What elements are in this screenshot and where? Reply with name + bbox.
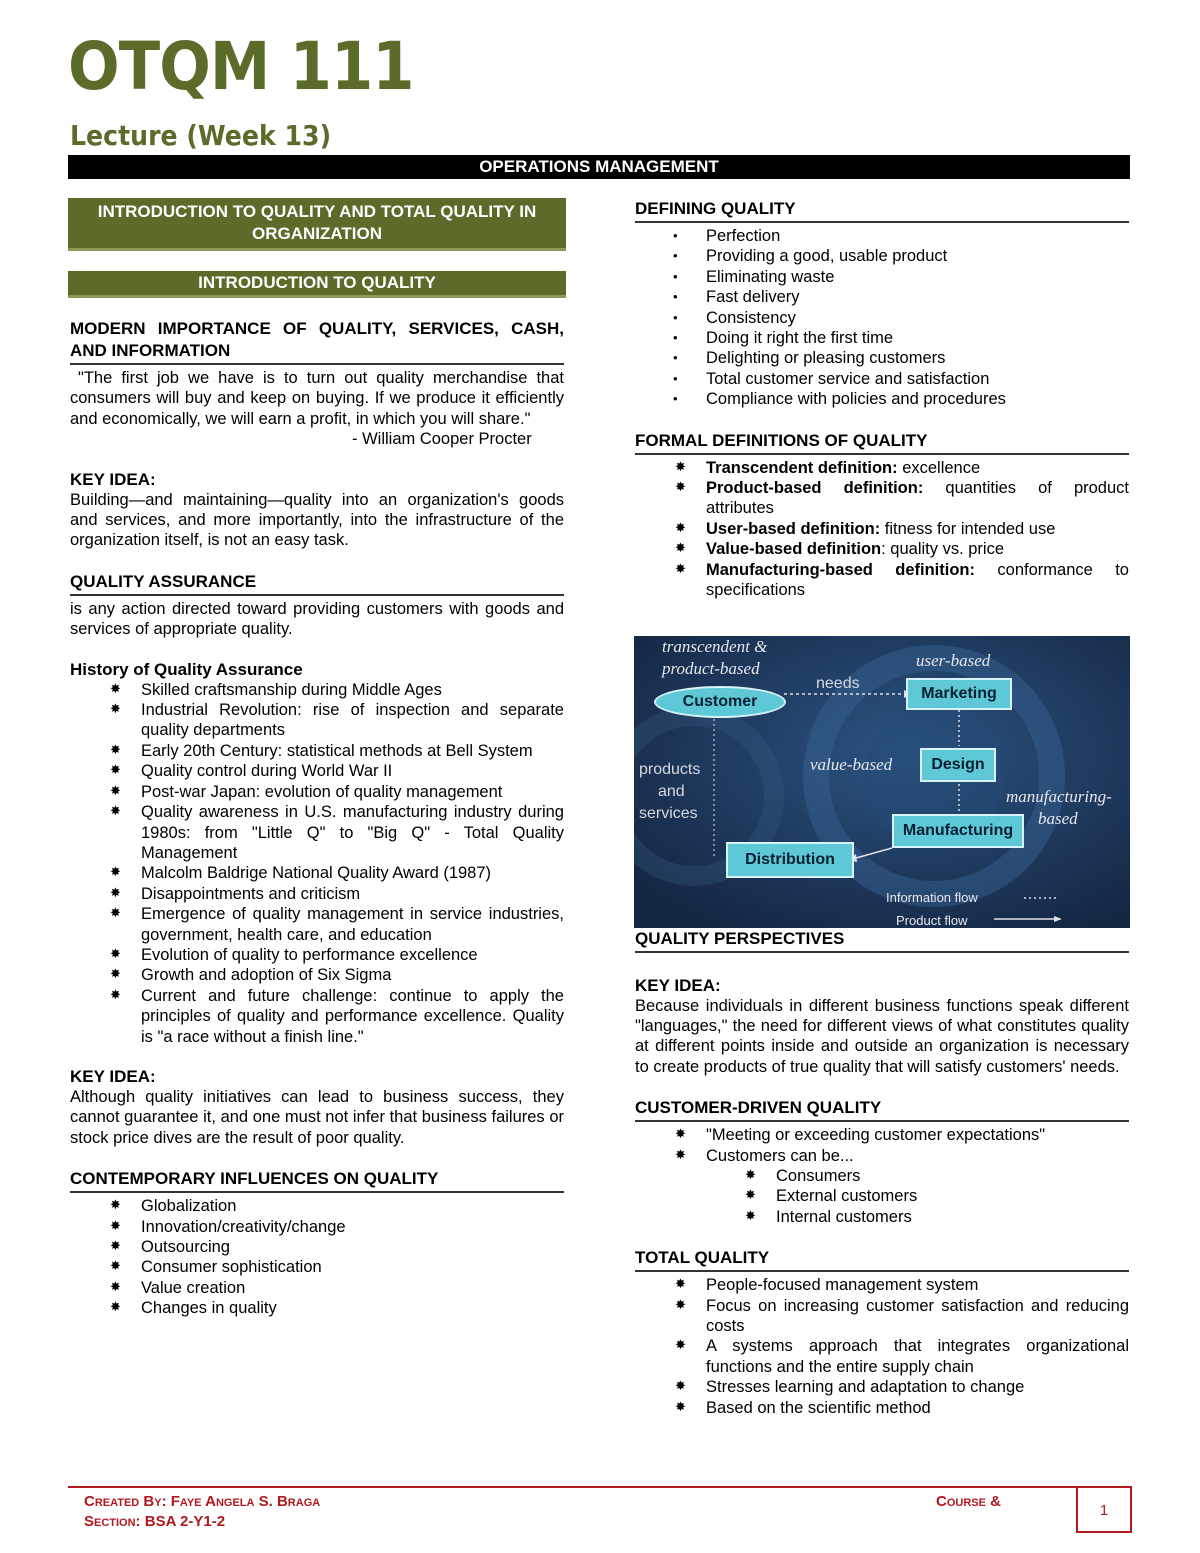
list-item: ✸ Customers can be... bbox=[675, 1146, 1129, 1166]
definition-text: quantities of product attributes bbox=[706, 479, 1129, 518]
list-item: • Fast delivery bbox=[673, 287, 1129, 307]
list-item: ✸ Based on the scientific method bbox=[675, 1398, 1129, 1418]
customer-driven-list bbox=[675, 1125, 1129, 1166]
left-column bbox=[70, 198, 564, 1319]
list-item: ✸ Current and future challenge: continue to apply the principles of quality and performance excellence. Quality is "a race without a finish line." bbox=[110, 986, 564, 1047]
definition-text: : quality vs. price bbox=[881, 540, 1005, 559]
list-item: ✸ Focus on increasing customer satisfaction and reducing costs bbox=[675, 1296, 1129, 1337]
definition-text: excellence bbox=[897, 458, 981, 477]
value-based-label: value-based bbox=[810, 754, 893, 774]
list-item bbox=[675, 539, 1129, 559]
and-label: and bbox=[658, 782, 685, 800]
key-idea-text: Although quality initiatives can lead to business success, they cannot guarantee it, and one must not infer that business failures or stock price dives are the result of poor quality. bbox=[70, 1087, 564, 1147]
contemporary-influences-heading: CONTEMPORARY INFLUENCES ON QUALITY bbox=[70, 1168, 564, 1193]
definition-text: fitness for intended use bbox=[880, 519, 1056, 538]
manufacturing-based-label: manufacturing- bbox=[1006, 786, 1112, 806]
quality-perspectives-heading: QUALITY PERSPECTIVES bbox=[635, 928, 1129, 953]
page-number: 1 bbox=[1076, 1486, 1132, 1533]
modern-importance-heading: MODERN IMPORTANCE OF QUALITY, SERVICES, CASH, AND INFORMATION bbox=[70, 318, 564, 365]
created-by-name: Faye Angela S. Braga bbox=[170, 1493, 321, 1510]
course-label: Course & bbox=[936, 1493, 1001, 1510]
list-item: • Delighting or pleasing customers bbox=[673, 348, 1129, 368]
list-item: ✸ Industrial Revolution: rise of inspection and separate quality departments bbox=[110, 700, 564, 741]
list-item: ✸ "Meeting or exceeding customer expectations" bbox=[675, 1125, 1129, 1145]
formal-definitions-list bbox=[675, 458, 1129, 601]
list-item: • Compliance with policies and procedures bbox=[673, 389, 1129, 409]
key-idea-label: KEY IDEA: bbox=[635, 975, 721, 995]
list-item: ✸ Early 20th Century: statistical methods at Bell System bbox=[110, 741, 564, 761]
course-code-title: OTQM 111 bbox=[68, 28, 414, 105]
information-flow-legend: Information flow bbox=[886, 889, 978, 905]
procter-quote: "The first job we have is to turn out quality merchandise that consumers will buy and keep on buying. If we produce it efficiently and economically, we will earn a profit, in which you will share." bbox=[70, 369, 564, 428]
list-item: ✸ Growth and adoption of Six Sigma bbox=[110, 965, 564, 985]
customer-driven-heading: CUSTOMER-DRIVEN QUALITY bbox=[635, 1097, 1129, 1122]
footer-credits bbox=[84, 1492, 320, 1532]
transcendent-label: transcendent & bbox=[662, 636, 768, 656]
section-label: Section: bbox=[84, 1513, 145, 1530]
product-based-label: product-based bbox=[662, 658, 760, 678]
definition-term: Manufacturing-based definition: bbox=[706, 560, 975, 579]
needs-label: needs bbox=[816, 674, 860, 692]
quality-assurance-heading: QUALITY ASSURANCE bbox=[70, 571, 564, 596]
defining-quality-list bbox=[673, 226, 1129, 410]
list-item: ✸ Innovation/creativity/change bbox=[110, 1217, 564, 1237]
manufacturing-based-label-2: based bbox=[1038, 808, 1078, 828]
total-quality-heading: TOTAL QUALITY bbox=[635, 1247, 1129, 1272]
definition-term: Value-based definition bbox=[706, 540, 882, 559]
list-item: ✸ Emergence of quality management in service industries, government, health care, and education bbox=[110, 904, 564, 945]
quality-perspectives-diagram bbox=[634, 636, 1130, 928]
list-item: ✸ People-focused management system bbox=[675, 1275, 1129, 1295]
list-item bbox=[675, 478, 1129, 519]
definition-term: User-based definition: bbox=[706, 519, 881, 538]
list-item: ✸ Quality control during World War II bbox=[110, 761, 564, 781]
list-item bbox=[675, 458, 1129, 478]
list-item: • Perfection bbox=[673, 226, 1129, 246]
list-item: ✸ Consumers bbox=[745, 1166, 1129, 1186]
sub-heading: INTRODUCTION TO QUALITY bbox=[68, 271, 566, 298]
definition-term: Product-based definition: bbox=[706, 479, 924, 498]
marketing-node: Marketing bbox=[906, 678, 1012, 710]
list-item bbox=[675, 560, 1129, 601]
key-idea-label: KEY IDEA: bbox=[70, 469, 156, 489]
list-item: ✸ Skilled craftsmanship during Middle Ages bbox=[110, 680, 564, 700]
design-node: Design bbox=[920, 748, 996, 782]
history-heading: History of Quality Assurance bbox=[70, 659, 303, 679]
user-based-label: user-based bbox=[916, 650, 991, 670]
list-item: ✸ Value creation bbox=[110, 1278, 564, 1298]
influences-list bbox=[110, 1196, 564, 1318]
list-item: ✸ A systems approach that integrates organizational functions and the entire supply chain bbox=[675, 1336, 1129, 1377]
list-item: ✸ Disappointments and criticism bbox=[110, 884, 564, 904]
created-by-line bbox=[84, 1492, 320, 1512]
formal-definitions-heading: FORMAL DEFINITIONS OF QUALITY bbox=[635, 430, 1129, 455]
right-column bbox=[635, 198, 1129, 1418]
history-list bbox=[110, 680, 564, 1047]
list-item: ✸ Globalization bbox=[110, 1196, 564, 1216]
created-by-label: Created By: bbox=[84, 1493, 171, 1510]
list-item: • Consistency bbox=[673, 308, 1129, 328]
section-line bbox=[84, 1512, 320, 1532]
definition-term: Transcendent definition: bbox=[706, 458, 898, 477]
list-item: ✸ Internal customers bbox=[745, 1207, 1129, 1227]
list-item: • Total customer service and satisfaction bbox=[673, 369, 1129, 389]
key-idea-text: Building—and maintaining—quality into an organization's goods and services, and more importantly, into the infrastructure of the organization itself, is not an easy task. bbox=[70, 490, 564, 550]
products-label: products bbox=[639, 760, 701, 778]
footer-divider bbox=[68, 1486, 1078, 1488]
product-flow-legend: Product flow bbox=[896, 912, 968, 928]
key-idea-text: Because individuals in different business functions speak different "languages," the need for different views of what constitutes quality at different points inside and outside an organization is necessary to create products of true quality that will satisfy customers' needs. bbox=[635, 996, 1129, 1076]
total-quality-list bbox=[675, 1275, 1129, 1418]
distribution-node: Distribution bbox=[726, 842, 854, 878]
list-item bbox=[675, 519, 1129, 539]
list-item: ✸ Outsourcing bbox=[110, 1237, 564, 1257]
list-item: • Eliminating waste bbox=[673, 267, 1129, 287]
list-item: • Providing a good, usable product bbox=[673, 246, 1129, 266]
list-item: ✸ Stresses learning and adaptation to change bbox=[675, 1377, 1129, 1397]
customer-node: Customer bbox=[654, 686, 786, 718]
services-label: services bbox=[639, 804, 698, 822]
lecture-subtitle: Lecture (Week 13) bbox=[70, 119, 332, 152]
section-value: BSA 2-Y1-2 bbox=[144, 1513, 226, 1530]
key-idea-label: KEY IDEA: bbox=[70, 1066, 156, 1086]
list-item: ✸ Consumer sophistication bbox=[110, 1257, 564, 1277]
quality-assurance-text: is any action directed toward providing customers with goods and services of appropriate quality. bbox=[70, 599, 564, 639]
list-item: ✸ Quality awareness in U.S. manufacturing industry during 1980s: from "Little Q" to "Big Q" - Total Quality Management bbox=[110, 802, 564, 863]
list-item: ✸ Post-war Japan: evolution of quality management bbox=[110, 782, 564, 802]
defining-quality-heading: DEFINING QUALITY bbox=[635, 198, 1129, 223]
list-item: ✸ Changes in quality bbox=[110, 1298, 564, 1318]
customer-types-list bbox=[745, 1166, 1129, 1227]
list-item: ✸ External customers bbox=[745, 1186, 1129, 1206]
list-item: • Doing it right the first time bbox=[673, 328, 1129, 348]
subject-bar: OPERATIONS MANAGEMENT bbox=[68, 155, 1130, 179]
main-heading: INTRODUCTION TO QUALITY AND TOTAL QUALITY IN ORGANIZATION bbox=[68, 198, 566, 251]
quote-author: - William Cooper Procter bbox=[352, 430, 532, 449]
list-item: ✸ Evolution of quality to performance excellence bbox=[110, 945, 564, 965]
list-item: ✸ Malcolm Baldrige National Quality Award (1987) bbox=[110, 863, 564, 883]
definition-text: conformance to specifications bbox=[706, 560, 1129, 600]
manufacturing-node: Manufacturing bbox=[892, 814, 1024, 848]
